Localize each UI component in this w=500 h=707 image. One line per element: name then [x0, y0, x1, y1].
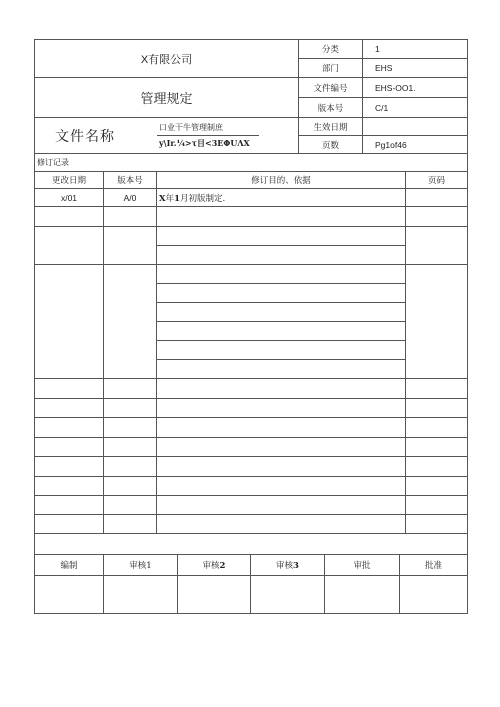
file-name-box	[157, 122, 259, 149]
col-header-date: 更改日期	[35, 172, 104, 189]
table-row	[35, 438, 468, 457]
approval-label-review-1: 审核1	[104, 555, 178, 576]
table-row	[35, 477, 468, 496]
field-value-version: C/1	[363, 98, 468, 118]
approval-label-review-2: 审核2	[178, 555, 251, 576]
field-value-doc-number: EHS-OO1.	[363, 78, 468, 98]
doc-title: 管理规定	[35, 78, 299, 118]
file-name-label: 文件名称	[55, 128, 115, 145]
company-name: X有限公司	[35, 40, 299, 78]
approval-table	[34, 554, 468, 614]
field-label-doc-number: 文件编号	[299, 78, 363, 98]
table-row	[35, 496, 468, 515]
approval-label-prepared: 编制	[35, 555, 104, 576]
col-header-version: 版本号	[104, 172, 157, 189]
table-row	[35, 189, 468, 207]
purpose-rest: 月初版制定.	[180, 193, 226, 204]
table-row	[35, 379, 468, 399]
file-name-cell	[35, 118, 299, 154]
field-label-pages: 页数	[299, 136, 363, 154]
field-value-effective-date	[363, 118, 468, 136]
row-date: x/01	[35, 189, 104, 207]
file-name-line1: 口业干牛管理制庶	[157, 122, 259, 136]
file-name-line2: y\Ir.¼>τ目<3EΦUΛX	[159, 138, 250, 148]
table-row	[35, 207, 468, 227]
field-value-category: 1	[363, 40, 468, 59]
table-row	[35, 457, 468, 477]
table-row	[35, 265, 468, 284]
purpose-x-mark: X	[159, 193, 166, 204]
table-row	[35, 418, 468, 438]
document-sheet	[34, 39, 467, 614]
field-label-department: 部门	[299, 59, 363, 78]
approval-label-review-3: 审核3	[251, 555, 325, 576]
field-value-pages: Pg1of46	[363, 136, 468, 154]
field-label-effective-date: 生效日期	[299, 118, 363, 136]
table-row	[35, 515, 468, 534]
field-label-version: 版本号	[299, 98, 363, 118]
purpose-month-num: 1	[174, 193, 181, 204]
approval-sign-review-2	[178, 576, 251, 614]
row-version: A/0	[104, 189, 157, 207]
table-row-blank-full	[35, 534, 468, 555]
approval-sign-examine	[325, 576, 400, 614]
approval-sign-review-3	[251, 576, 325, 614]
table-row	[35, 399, 468, 418]
approval-sign-review-1	[104, 576, 178, 614]
col-header-page: 页码	[406, 172, 468, 189]
approval-label-approve: 批准	[400, 555, 468, 576]
table-row	[35, 227, 468, 246]
row-purpose	[157, 189, 406, 207]
row-page	[406, 189, 468, 207]
revision-table	[34, 153, 468, 555]
col-header-purpose: 修订目的、依据	[157, 172, 406, 189]
approval-sign-approve	[400, 576, 468, 614]
approval-sign-prepared	[35, 576, 104, 614]
purpose-year-word: 年	[165, 193, 175, 204]
revision-section-title: 修订记录	[35, 154, 468, 172]
header-table	[34, 39, 468, 154]
field-value-department: EHS	[363, 59, 468, 78]
field-label-category: 分类	[299, 40, 363, 59]
approval-label-examine: 审批	[325, 555, 400, 576]
